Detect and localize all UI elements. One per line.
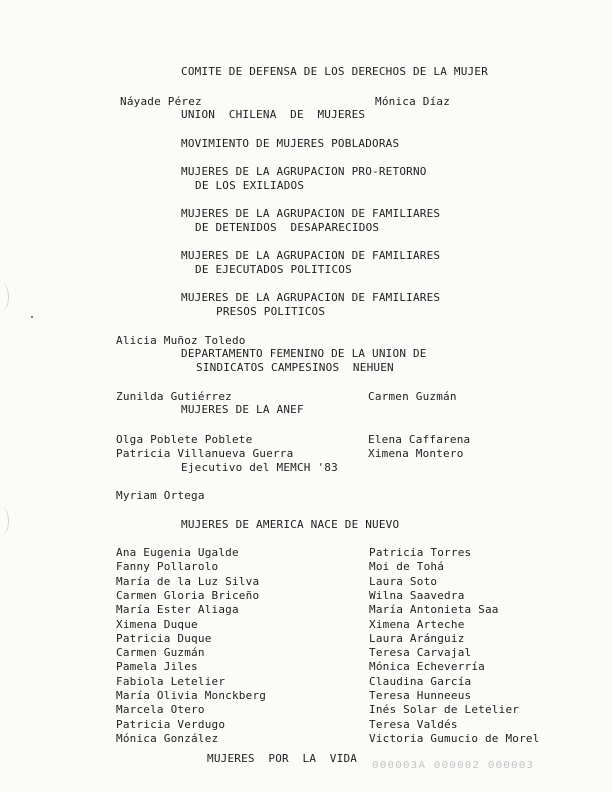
member-name: Patricia Villanueva Guerra xyxy=(116,447,294,460)
member-name: Zunilda Gutiérrez xyxy=(116,390,232,403)
list-item: Claudina García xyxy=(369,674,472,688)
list-item: Wilna Saavedra xyxy=(369,588,465,602)
list-item: Ana Eugenia Ugalde xyxy=(116,546,239,559)
binder-hole xyxy=(0,282,9,312)
list-item: Patricia Torres xyxy=(369,546,472,559)
list-item: Patricia Verdugo xyxy=(116,717,226,731)
list-item: Patricia Duque xyxy=(116,631,212,645)
list-item: Mónica Echeverría xyxy=(369,660,485,674)
org-name: MOVIMIENTO DE MUJERES POBLADORAS xyxy=(181,137,400,150)
binder-hole xyxy=(0,506,9,536)
list-item: Ximena Arteche xyxy=(369,617,465,631)
member-name: Carmen Guzmán xyxy=(368,390,457,403)
list-item: María Ester Aliaga xyxy=(116,603,239,617)
org-name: MUJERES DE LA AGRUPACION PRO-RETORNO xyxy=(181,165,427,178)
section-heading: MUJERES DE AMERICA NACE DE NUEVO xyxy=(181,518,400,531)
member-name: Myriam Ortega xyxy=(116,489,205,502)
org-name: DE DETENIDOS DESAPARECIDOS xyxy=(195,221,380,234)
list-item: Teresa Valdés xyxy=(369,717,458,731)
list-item: Marcela Otero xyxy=(116,703,205,717)
list-item: Moi de Tohá xyxy=(369,560,445,574)
list-item: Carmen Gloria Briceño xyxy=(116,588,260,602)
list-item: Laura Aránguiz xyxy=(369,631,465,645)
org-name: SINDICATOS CAMPESINOS NEHUEN xyxy=(196,361,394,374)
member-name: Olga Poblete Poblete xyxy=(116,433,253,446)
org-name: Ejecutivo del MEMCH '83 xyxy=(181,461,338,474)
org-name: DE EJECUTADOS POLITICOS xyxy=(195,263,352,276)
list-item: Fabiola Letelier xyxy=(116,674,226,688)
org-name: MUJERES DE LA ANEF xyxy=(181,403,304,416)
org-name: MUJERES DE LA AGRUPACION DE FAMILIARES xyxy=(181,249,441,262)
archive-stamp: 000003A 000002 000003 xyxy=(372,760,535,771)
member-name: Náyade Pérez xyxy=(120,95,202,108)
org-name: MUJERES DE LA AGRUPACION DE FAMILIARES xyxy=(181,291,441,304)
list-item: Pamela Jiles xyxy=(116,660,198,674)
org-name: DEPARTAMENTO FEMENINO DE LA UNION DE xyxy=(181,347,427,360)
org-name: DE LOS EXILIADOS xyxy=(195,179,305,192)
page-title: COMITE DE DEFENSA DE LOS DERECHOS DE LA MUJER xyxy=(181,65,489,78)
list-item: Teresa Carvajal xyxy=(369,646,472,660)
list-item: María Olivia Monckberg xyxy=(116,689,267,702)
member-name: Mónica Díaz xyxy=(375,95,451,108)
list-item: María de la Luz Silva xyxy=(116,574,260,588)
footer-org: MUJERES POR LA VIDA xyxy=(207,752,358,765)
org-name: PRESOS POLITICOS xyxy=(216,305,326,318)
member-name: Elena Caffarena xyxy=(368,433,471,446)
list-item: Victoria Gumucio de Morel xyxy=(369,731,540,745)
list-item: Ximena Duque xyxy=(116,617,198,631)
org-name: MUJERES DE LA AGRUPACION DE FAMILIARES xyxy=(181,207,441,220)
list-item: María Antonieta Saa xyxy=(369,603,499,617)
org-name: UNION CHILENA DE MUJERES xyxy=(181,108,366,121)
list-item: Carmen Guzmán xyxy=(116,646,205,660)
list-item: Laura Soto xyxy=(369,574,438,588)
list-item: Inés Solar de Letelier xyxy=(369,703,520,717)
list-item: Mónica González xyxy=(116,731,219,745)
member-name: Ximena Montero xyxy=(368,447,464,460)
list-item: Teresa Hunneeus xyxy=(369,689,472,702)
list-item: Fanny Pollarolo xyxy=(116,560,219,574)
member-name: Alicia Muñoz Toledo xyxy=(116,334,246,347)
ink-speck xyxy=(31,316,33,318)
